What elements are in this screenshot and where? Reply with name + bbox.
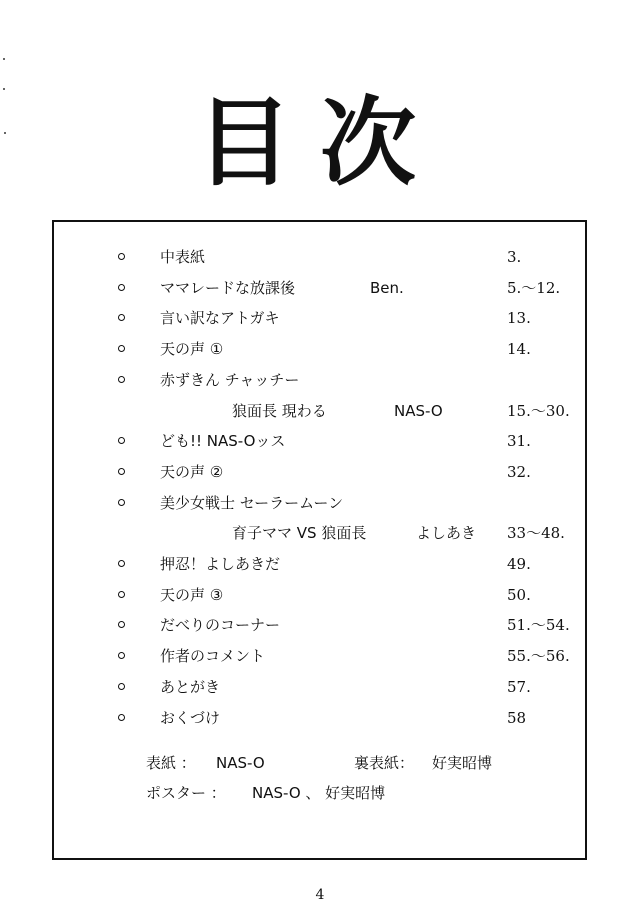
toc-entry bbox=[54, 305, 585, 331]
cover-name: NAS-O bbox=[216, 754, 265, 772]
toc-entry-page: 55.〜56. bbox=[507, 647, 570, 666]
bullet-circle-icon bbox=[118, 652, 125, 659]
toc-entry-title: 押忍！よしあきだ bbox=[160, 555, 281, 573]
toc-entry-title: 育子ママ VS 狼面長 bbox=[232, 524, 367, 543]
toc-entry-page: 31. bbox=[507, 432, 531, 451]
back-cover-name: 好実昭博 bbox=[432, 754, 493, 772]
bullet-circle-icon bbox=[118, 345, 125, 352]
bullet-circle-icon bbox=[118, 621, 125, 628]
toc-entry-page: 32. bbox=[507, 462, 531, 481]
toc-entry bbox=[54, 244, 585, 270]
toc-entry-title: 狼面長 現わる bbox=[232, 401, 327, 420]
bullet-circle-icon bbox=[118, 560, 125, 567]
toc-entry-title: 美少女戦士 セーラームーン bbox=[160, 493, 344, 512]
toc-entry-title: ども!! NAS-Oッス bbox=[160, 432, 286, 451]
toc-entry-title: 作者のコメント bbox=[160, 647, 266, 666]
toc-entry bbox=[54, 643, 585, 669]
toc-entry bbox=[54, 551, 585, 577]
toc-entry-page: 49. bbox=[507, 555, 531, 573]
bullet-circle-icon bbox=[118, 376, 125, 383]
bullet-circle-icon bbox=[118, 683, 125, 690]
toc-entry-title: おくづけ bbox=[160, 708, 221, 727]
toc-entry-author: NAS-O bbox=[394, 401, 443, 420]
toc-entry-title: 天の声 ① bbox=[160, 340, 224, 359]
bullet-circle-icon bbox=[118, 591, 125, 598]
toc-entry bbox=[54, 336, 585, 362]
toc-entry-title: 天の声 ② bbox=[160, 462, 224, 481]
toc-entry-page: 58 bbox=[507, 708, 527, 727]
back-cover-label: 裏表紙： bbox=[354, 754, 415, 772]
toc-frame bbox=[52, 220, 587, 860]
toc-entry bbox=[54, 428, 585, 454]
toc-entry-page: 14. bbox=[507, 340, 531, 359]
toc-entry-page: 50. bbox=[507, 585, 531, 604]
page-number: 4 bbox=[315, 887, 325, 903]
toc-entry-title: 言い訳なアトガキ bbox=[160, 309, 280, 328]
toc-entry bbox=[54, 674, 585, 700]
toc-entry-title: 天の声 ③ bbox=[160, 585, 224, 604]
cover-label: 表紙 ： bbox=[146, 754, 196, 772]
credits-row-poster bbox=[54, 780, 585, 806]
toc-entry-title: 赤ずきん チャッチー bbox=[160, 370, 300, 389]
toc-entry-page: 15.〜30. bbox=[507, 401, 570, 420]
toc-entry-title: 中表紙 bbox=[160, 248, 206, 266]
bullet-circle-icon bbox=[118, 314, 125, 321]
toc-entry bbox=[54, 520, 585, 546]
bullet-circle-icon bbox=[118, 284, 125, 291]
toc-entry-author: Ben. bbox=[370, 278, 404, 297]
page-title: 目次 bbox=[196, 86, 444, 199]
credits-row-cover bbox=[54, 750, 585, 776]
toc-entry-page: 33〜48. bbox=[507, 524, 565, 543]
bullet-circle-icon bbox=[118, 437, 125, 444]
toc-entry-page: 3. bbox=[507, 248, 522, 266]
toc-entry-page: 51.〜54. bbox=[507, 616, 570, 635]
bullet-circle-icon bbox=[118, 253, 125, 260]
toc-entry-page: 13. bbox=[507, 309, 531, 328]
toc-entry-author: よしあき bbox=[416, 524, 477, 543]
toc-entry bbox=[54, 459, 585, 485]
toc-entry-title: だべりのコーナー bbox=[160, 616, 281, 635]
toc-entry bbox=[54, 582, 585, 608]
bullet-circle-icon bbox=[118, 499, 125, 506]
toc-entry bbox=[54, 367, 585, 393]
toc-entry bbox=[54, 490, 585, 516]
toc-entry-title: あとがき bbox=[160, 677, 221, 696]
poster-names: NAS-O 、 好実昭博 bbox=[252, 784, 386, 802]
bullet-circle-icon bbox=[118, 468, 125, 475]
toc-entry bbox=[54, 275, 585, 301]
scan-speck bbox=[3, 58, 5, 60]
toc-entry-title: ママレードな放課後 bbox=[160, 278, 296, 297]
toc-entry bbox=[54, 398, 585, 424]
toc-entry-page: 5.〜12. bbox=[507, 278, 561, 297]
bullet-circle-icon bbox=[118, 714, 125, 721]
toc-entry-page: 57. bbox=[507, 677, 531, 696]
toc-entry bbox=[54, 612, 585, 638]
toc-entry bbox=[54, 705, 585, 731]
poster-label: ポスター ： bbox=[146, 784, 226, 802]
